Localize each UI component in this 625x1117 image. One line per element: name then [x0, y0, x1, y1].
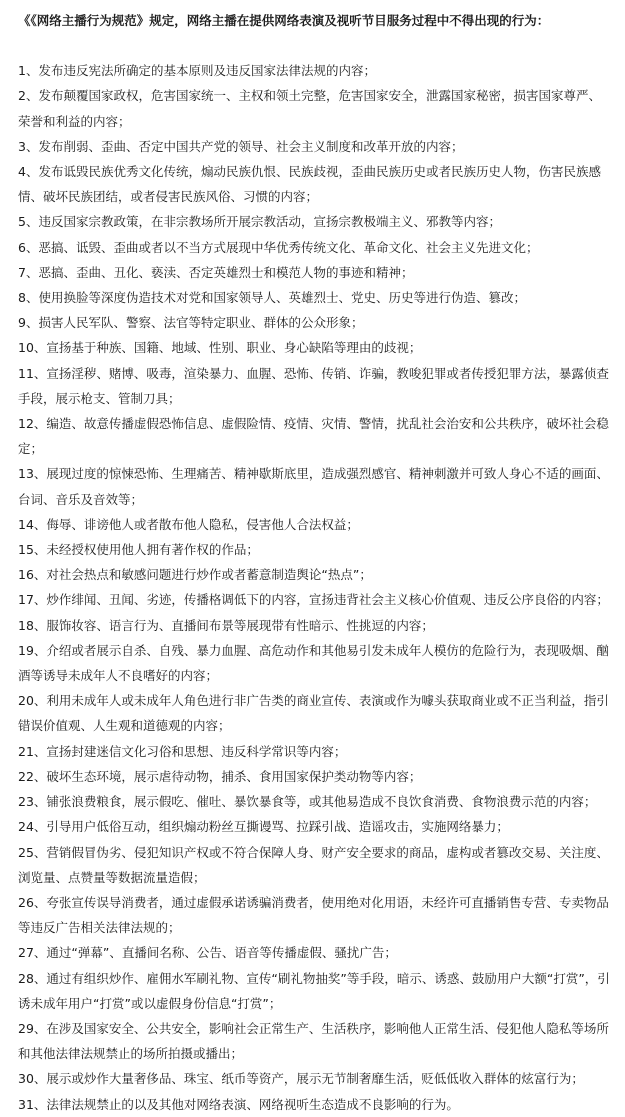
rule-item-11: 11、宣扬淫秽、赌博、吸毒，渲染暴力、血腥、恐怖、传销、诈骗，教唆犯罪或者传授犯罪方法，暴露侦查手段，展示枪支、管制刀具； [18, 365, 609, 406]
rule-item-17: 17、炒作绯闻、丑闻、劣迹，传播格调低下的内容，宣扬违背社会主义核心价值观、违反公序良俗的内容； [18, 592, 609, 608]
rule-item-5: 5、违反国家宗教政策，在非宗教场所开展宗教活动，宣扬宗教极端主义、邪教等内容； [18, 214, 501, 230]
rule-item-9: 9、损害人民军队、警察、法官等特定职业、群体的公众形象； [18, 315, 364, 331]
rule-item-20: 20、利用未成年人或未成年人角色进行非广告类的商业宣传、表演或作为噱头获取商业或不正当利益，指引错误价值观、人生观和道德观的内容； [18, 693, 609, 734]
rule-item-31: 31、法律法规禁止的以及其他对网络表演、网络视听生态造成不良影响的行为。 [18, 1096, 459, 1112]
rule-item-10: 10、宣扬基于种族、国籍、地域、性别、职业、身心缺陷等理由的歧视； [18, 340, 422, 356]
rule-item-19: 19、介绍或者展示自杀、自残、暴力血腥、高危动作和其他易引发未成年人模仿的危险行为，表现吸烟、酗酒等诱导未成年人不良嗜好的内容； [18, 642, 609, 684]
rule-item-22: 22、破坏生态环境，展示虐待动物，捕杀、食用国家保护类动物等内容； [18, 768, 422, 784]
rule-item-13: 13、展现过度的惊悚恐怖、生理痛苦、精神歇斯底里，造成强烈感官、精神刺激并可致人身心不适的画面、台词、音乐及音效等； [18, 466, 609, 507]
rule-item-24: 24、引导用户低俗互动，组织煽动粉丝互撕谩骂、拉踩引战、造谣攻击，实施网络暴力； [18, 819, 509, 835]
rule-item-15: 15、未经授权使用他人拥有著作权的作品； [18, 542, 259, 558]
rule-item-8: 8、使用换脸等深度伪造技术对党和国家领导人、英雄烈士、党史、历史等进行伪造、篡改； [18, 290, 526, 306]
rule-item-16: 16、对社会热点和敏感问题进行炒作或者蓄意制造舆论“热点”； [18, 567, 372, 583]
rule-item-3: 3、发布削弱、歪曲、否定中国共产党的领导、社会主义制度和改革开放的内容； [18, 138, 464, 154]
rule-item-23: 23、铺张浪费粮食，展示假吃、催吐、暴饮暴食等，或其他易造成不良饮食消费、食物浪费示范的内容； [18, 794, 597, 810]
rule-item-1: 1、发布违反宪法所确定的基本原则及违反国家法律法规的内容； [18, 63, 376, 79]
rule-item-25: 25、营销假冒伪劣、侵犯知识产权或不符合保障人身、财产安全要求的商品，虚构或者篡改交易、关注度、浏览量、点赞量等数据流量造假； [18, 844, 609, 885]
rule-item-29: 29、在涉及国家安全、公共安全，影响社会正常生产、生活秩序，影响他人正常生活、侵犯他人隐私等场所和其他法律法规禁止的场所拍摄或播出； [18, 1020, 609, 1062]
rule-item-2: 2、发布颠覆国家政权，危害国家统一、主权和领土完整，危害国家安全，泄露国家秘密，损害国家尊严、荣誉和利益的内容； [18, 88, 601, 129]
rule-item-7: 7、恶搞、歪曲、丑化、亵渎、否定英雄烈士和模范人物的事迹和精神； [18, 264, 414, 280]
document-title: 《《网络主播行为规范》规定，网络主播在提供网络表演及视听节目服务过程中不得出现的行为： [18, 13, 550, 28]
rule-item-30: 30、展示或炒作大量奢侈品、珠宝、纸币等资产，展示无节制奢靡生活，贬低低收入群体的炫富行为； [18, 1071, 584, 1087]
rule-item-26: 26、夸张宣传误导消费者，通过虚假承诺诱骗消费者，使用绝对化用语，未经许可直播销售专营、专卖物品等违反广告相关法律法规的； [18, 894, 609, 936]
rule-item-21: 21、宣扬封建迷信文化习俗和思想、违反科学常识等内容； [18, 743, 347, 759]
rule-item-12: 12、编造、故意传播虚假恐怖信息、虚假险情、疫情、灾情、警情，扰乱社会治安和公共秩序，破坏社会稳定； [18, 416, 609, 457]
rule-item-14: 14、侮辱、诽谤他人或者散布他人隐私，侵害他人合法权益； [18, 516, 359, 532]
rule-item-27: 27、通过“弹幕”、直播间名称、公告、语音等传播虚假、骚扰广告； [18, 945, 397, 961]
rules-list [18, 58, 613, 1117]
rule-item-28: 28、通过有组织炒作、雇佣水军刷礼物、宣传“刷礼物抽奖”等手段，暗示、诱惑、鼓励用户大额“打赏”，引诱未成年用户“打赏”或以虚假身份信息“打赏”； [18, 970, 610, 1011]
rule-item-4: 4、发布诋毁民族优秀文化传统，煽动民族仇恨、民族歧视，歪曲民族历史或者民族历史人物，伤害民族感情、破坏民族团结，或者侵害民族风俗、习惯的内容； [18, 164, 601, 205]
rule-item-18: 18、服饰妆容、语言行为、直播间布景等展现带有性暗示、性挑逗的内容； [18, 617, 434, 633]
rule-item-6: 6、恶搞、诋毁、歪曲或者以不当方式展现中华优秀传统文化、革命文化、社会主义先进文化； [18, 239, 539, 255]
